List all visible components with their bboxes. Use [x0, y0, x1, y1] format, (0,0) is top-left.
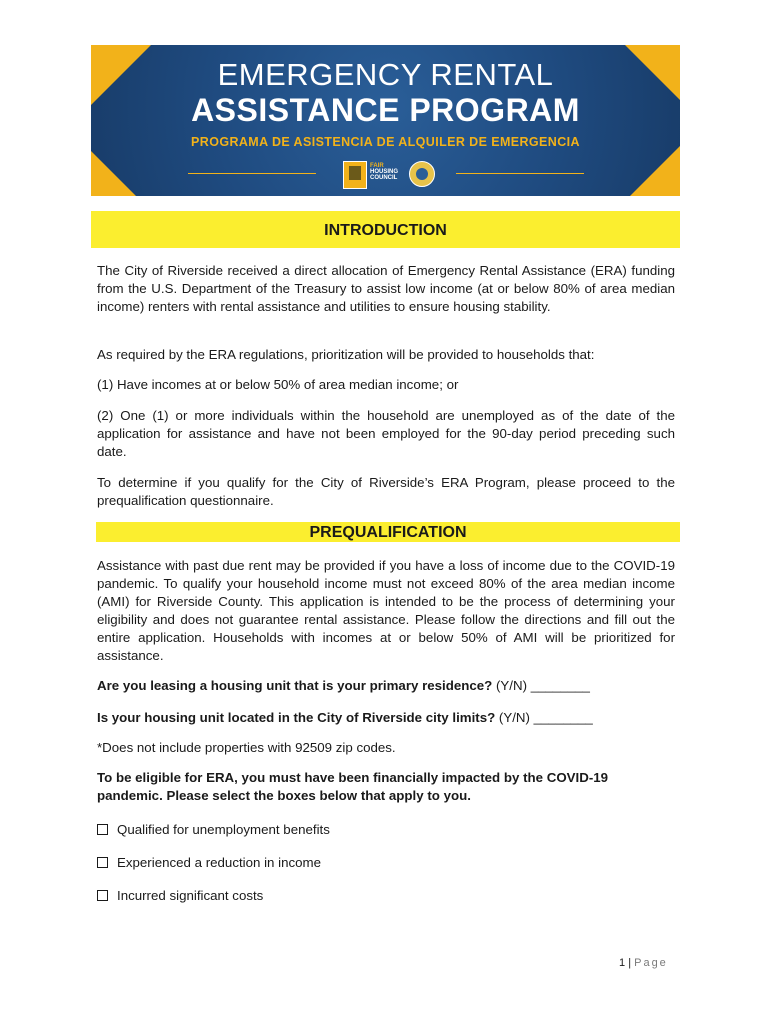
intro-paragraph-5: To determine if you qualify for the City of Riverside’s ERA Program, please proceed to the prequalification questionnaire.: [97, 475, 675, 508]
checkbox-significant-costs[interactable]: [97, 887, 263, 905]
checkbox-unemployment[interactable]: [97, 821, 330, 839]
checkbox-square-icon[interactable]: [97, 857, 108, 868]
banner-divider-left: [188, 173, 316, 174]
city-seal-icon: [409, 161, 435, 187]
prequalification-heading: PREQUALIFICATION: [96, 522, 680, 542]
partner-logos: [343, 159, 433, 191]
question-city-limits-answer-blank[interactable]: (Y/N) ________: [495, 710, 593, 725]
checkbox-square-icon[interactable]: [97, 824, 108, 835]
intro-paragraph-1: The City of Riverside received a direct allocation of Emergency Rental Assistance (ERA) funding from the U.S. Department of the Treasury to assist low income (at or below 80% of area median income) renters with rental assistance and utilities to ensure housing stability.: [97, 263, 675, 314]
logo-text-line1: FAIR: [370, 163, 384, 169]
checkbox-square-icon[interactable]: [97, 890, 108, 901]
program-banner: [91, 45, 680, 196]
page-number: 1: [619, 957, 626, 969]
zip-code-note: *Does not include properties with 92509 zip codes.: [97, 740, 396, 755]
banner-title-line2: ASSISTANCE PROGRAM: [191, 92, 580, 128]
checkbox-income-reduction-label: Experienced a reduction in income: [117, 855, 322, 870]
page-label: Page: [634, 957, 668, 969]
question-city-limits: [97, 709, 675, 727]
page-footer: [619, 957, 668, 969]
logo-text-line3: COUNCIL: [370, 175, 398, 181]
introduction-heading: INTRODUCTION: [91, 211, 680, 248]
intro-paragraph-2: As required by the ERA regulations, prioritization will be provided to households that:: [97, 347, 595, 362]
banner-corner-bottom-left: [91, 151, 136, 196]
fair-housing-council-logo: [370, 163, 398, 181]
checkbox-unemployment-label: Qualified for unemployment benefits: [117, 822, 330, 837]
prequal-paragraph: Assistance with past due rent may be provided if you have a loss of income due to the COVID-19 pandemic. To qualify your household income must not exceed 80% of the area median income (AMI) for Riverside County. This application is intended to be the process of determining your eligibility and does not guarantee rental assistance. Please follow the directions and fill out the entire application. Households with incomes at or below 50% of AMI will be prioritized for assistance.: [97, 558, 675, 663]
page-separator: |: [628, 957, 632, 969]
question-primary-residence: [97, 677, 675, 695]
question-primary-residence-answer-blank[interactable]: (Y/N) ________: [492, 678, 590, 693]
intro-paragraph-4: (2) One (1) or more individuals within the household are unemployed as of the date of the application for assistance and have not been employed for the 90-day period preceding such date.: [97, 408, 675, 459]
city-logo-icon: [343, 161, 367, 189]
question-primary-residence-text: Are you leasing a housing unit that is your primary residence?: [97, 678, 493, 693]
logo-text-line2: HOUSING: [370, 169, 399, 175]
checkbox-significant-costs-label: Incurred significant costs: [117, 888, 264, 903]
banner-divider-right: [456, 173, 584, 174]
checkbox-income-reduction[interactable]: [97, 854, 321, 872]
banner-corner-bottom-right: [630, 146, 680, 196]
banner-title-line1: EMERGENCY RENTAL: [217, 57, 554, 92]
intro-paragraph-3: (1) Have incomes at or below 50% of area median income; or: [97, 377, 459, 392]
eligibility-statement: To be eligible for ERA, you must have been financially impacted by the COVID-19 pandemic. Please select the boxes below that apply to you.: [97, 770, 609, 803]
question-city-limits-text: Is your housing unit located in the City of Riverside city limits?: [97, 710, 496, 725]
banner-subtitle: PROGRAMA DE ASISTENCIA DE ALQUILER DE EMERGENCIA: [191, 135, 580, 149]
